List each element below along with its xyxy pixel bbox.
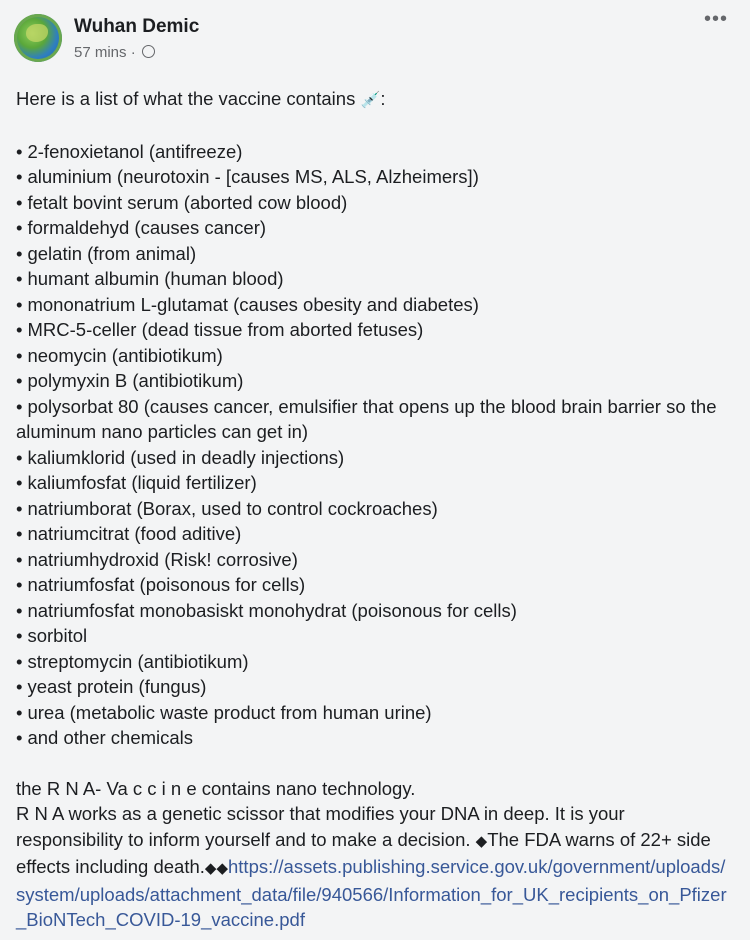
meta-separator: ·: [130, 44, 136, 61]
list-item: • natriumcitrat (food aditive): [16, 521, 728, 547]
list-item: • fetalt bovint serum (aborted cow blood): [16, 190, 728, 216]
list-item: • yeast protein (fungus): [16, 674, 728, 700]
avatar[interactable]: [14, 14, 62, 62]
diamond-icon: ◆: [475, 832, 488, 850]
list-item: • humant albumin (human blood): [16, 266, 728, 292]
list-item: • aluminium (neurotoxin - [causes MS, ALS, Alzheimers]): [16, 164, 728, 190]
post-time[interactable]: 57 mins: [74, 44, 127, 61]
list-item: • natriumfosfat monobasiskt monohydrat (poisonous for cells): [16, 598, 728, 624]
intro-paragraph: [16, 86, 728, 114]
diamond-icon: ◆: [204, 860, 217, 877]
list-item: • streptomycin (antibiotikum): [16, 649, 728, 675]
list-item: • and other chemicals: [16, 725, 728, 751]
list-item: • polysorbat 80 (causes cancer, emulsifier that opens up the blood brain barrier so the aluminum nano particles can get in): [16, 394, 728, 445]
list-item: • natriumfosfat (poisonous for cells): [16, 572, 728, 598]
rna-line: the R N A- Va c c i n e contains nano technology.: [16, 777, 416, 799]
list-item: • sorbitol: [16, 623, 728, 649]
author-name[interactable]: Wuhan Demic: [74, 16, 200, 37]
list-item: • formaldehyd (causes cancer): [16, 215, 728, 241]
list-item: • kaliumklorid (used in deadly injections): [16, 445, 728, 471]
list-item: • urea (metabolic waste product from human urine): [16, 700, 728, 726]
closing-paragraph: [16, 776, 728, 933]
ingredient-list: [16, 139, 728, 751]
list-item: • gelatin (from animal): [16, 241, 728, 267]
list-item: • kaliumfosfat (liquid fertilizer): [16, 470, 728, 496]
diamond-icon: ◆: [216, 860, 228, 877]
list-item: • natriumborat (Borax, used to control cockroaches): [16, 496, 728, 522]
post-body: [16, 86, 728, 933]
closing-text: R N A works as a genetic scissor that modifies your DNA in deep. It is your responsibility to inform yourself and to make a decision.: [16, 803, 625, 850]
globe-icon[interactable]: [142, 45, 155, 58]
list-item: • neomycin (antibiotikum): [16, 343, 728, 369]
more-options-button[interactable]: •••: [703, 8, 728, 30]
post-meta: [74, 44, 274, 61]
list-item: • mononatrium L-glutamat (causes obesity and diabetes): [16, 292, 728, 318]
list-item: • polymyxin B (antibiotikum): [16, 368, 728, 394]
external-link[interactable]: https://assets.publishing.service.gov.uk/government/uploads/system/uploads/attachment_data/file/940566/Information_for_UK_recipients_on_Pfizer_BioNTech_COVID-19_vaccine.pdf: [16, 856, 727, 930]
list-item: • MRC-5-celler (dead tissue from aborted fetuses): [16, 317, 728, 343]
intro-text: Here is a list of what the vaccine contains: [16, 88, 356, 109]
list-item: • natriumhydroxid (Risk! corrosive): [16, 547, 728, 573]
syringe-icon: 💉: [360, 92, 381, 109]
fda-text: The FDA warns of 22+ side effects including death.: [16, 828, 711, 877]
intro-suffix: :: [380, 88, 386, 109]
list-item: • 2-fenoxietanol (antifreeze): [16, 139, 728, 165]
